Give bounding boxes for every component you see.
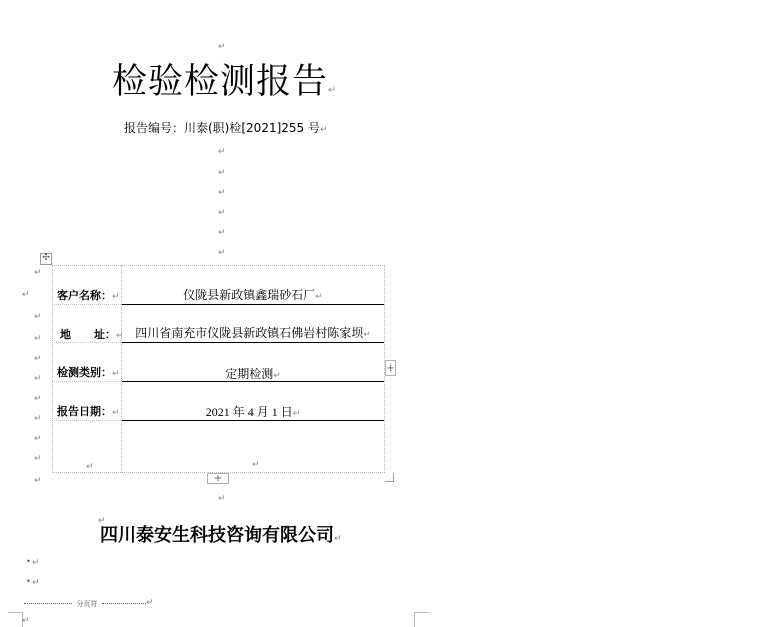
- report-number-text: 报告编号：川泰(职)检[2021]255 号: [124, 121, 320, 135]
- bullet-icon: •: [26, 577, 31, 586]
- paragraph-mark: ↵: [363, 330, 371, 340]
- paragraph-mark: ↵: [32, 558, 40, 568]
- paragraph-mark: ↵: [34, 268, 42, 278]
- paragraph-mark: ↵: [34, 334, 42, 344]
- inspection-category-value[interactable]: [122, 366, 384, 382]
- paragraph-mark: ↵: [218, 188, 226, 198]
- inspection-category-label: [57, 366, 120, 380]
- bullet-paragraph: [26, 554, 31, 567]
- paragraph-mark: ↵: [218, 147, 226, 157]
- paragraph-mark: ↵: [34, 454, 42, 464]
- report-date-underline: [122, 420, 384, 421]
- address-value[interactable]: [122, 325, 384, 341]
- paragraph-mark: ↵: [320, 125, 328, 135]
- paragraph-mark: ↵: [218, 42, 226, 52]
- paragraph-mark: ↵: [34, 434, 42, 444]
- customer-name-value-text: 仪陇县新政镇鑫瑞砂石厂: [183, 288, 316, 302]
- paragraph-mark: ↵: [112, 369, 120, 379]
- report-date-value-text: 2021 年 4 月 1 日: [205, 405, 293, 419]
- paragraph-mark: ↵: [273, 371, 281, 381]
- row-divider: [52, 304, 121, 305]
- row-divider: [52, 381, 121, 382]
- paragraph-mark: ↵: [218, 248, 226, 258]
- report-number: [124, 120, 328, 136]
- bullet-icon: •: [26, 557, 31, 566]
- page-break-line: [102, 603, 146, 604]
- paragraph-mark: ↵: [86, 462, 94, 472]
- paragraph-mark: ↵: [34, 374, 42, 384]
- bullet-paragraph: [26, 574, 31, 587]
- row-divider: [52, 420, 121, 421]
- inspection-category-underline: [122, 381, 384, 382]
- paragraph-mark: ↵: [252, 460, 260, 470]
- insert-row-icon[interactable]: +: [207, 473, 229, 484]
- customer-name-value[interactable]: [122, 287, 384, 303]
- table-resize-icon[interactable]: [385, 473, 394, 482]
- paragraph-mark: ↵: [98, 516, 106, 526]
- document-title-text: 检验检测报告: [112, 62, 329, 102]
- paragraph-mark: ↵: [218, 494, 226, 504]
- paragraph-mark: ↵: [146, 598, 154, 608]
- page-corner-marker: [414, 612, 429, 627]
- paragraph-mark: ↵: [334, 534, 342, 544]
- paragraph-mark: ↵: [34, 476, 42, 486]
- paragraph-mark: ↵: [34, 414, 42, 424]
- paragraph-mark: ↵: [218, 208, 226, 218]
- page-break: [22, 599, 146, 609]
- paragraph-mark: ↵: [112, 292, 120, 302]
- inspection-category-label-text: 检测类别：: [57, 366, 112, 379]
- paragraph-mark: ↵: [32, 578, 40, 588]
- customer-name-label: [57, 289, 120, 303]
- paragraph-mark: ↵: [34, 312, 42, 322]
- customer-name-underline: [122, 304, 384, 305]
- paragraph-mark: ↵: [34, 354, 42, 364]
- page-break-line: [24, 603, 72, 604]
- row-divider: [52, 342, 121, 343]
- address-label: [60, 328, 124, 342]
- paragraph-mark: ↵: [22, 616, 30, 626]
- paragraph-mark: ↵: [315, 292, 323, 302]
- address-underline: [122, 342, 384, 343]
- report-date-value[interactable]: [122, 404, 384, 420]
- paragraph-mark: ↵: [115, 331, 124, 341]
- address-value-text: 四川省南充市仪陇县新政镇石佛岩村陈家坝: [135, 326, 364, 340]
- paragraph-mark: ↵: [292, 409, 301, 419]
- paragraph-mark: ↵: [218, 228, 226, 238]
- paragraph-mark: ↵: [112, 408, 120, 418]
- insert-column-icon[interactable]: +: [385, 360, 396, 376]
- customer-name-label-text: 客户名称：: [57, 289, 112, 302]
- page-corner-marker: [8, 612, 23, 627]
- address-label-text: 地 址：: [60, 328, 116, 341]
- paragraph-mark: ↵: [328, 85, 338, 96]
- table-move-icon[interactable]: ✣: [40, 253, 52, 265]
- document-title: [112, 60, 337, 104]
- paragraph-mark: ↵: [218, 168, 226, 178]
- company-name: [100, 525, 342, 547]
- report-date-label: [57, 405, 120, 419]
- page-break-label: 分页符: [72, 599, 102, 609]
- paragraph-mark: ↵: [34, 394, 42, 404]
- paragraph-mark: ↵: [22, 290, 30, 300]
- report-date-label-text: 报告日期：: [57, 405, 112, 418]
- company-name-text: 四川泰安生科技咨询有限公司: [100, 525, 334, 546]
- inspection-category-value-text: 定期检测: [225, 367, 274, 381]
